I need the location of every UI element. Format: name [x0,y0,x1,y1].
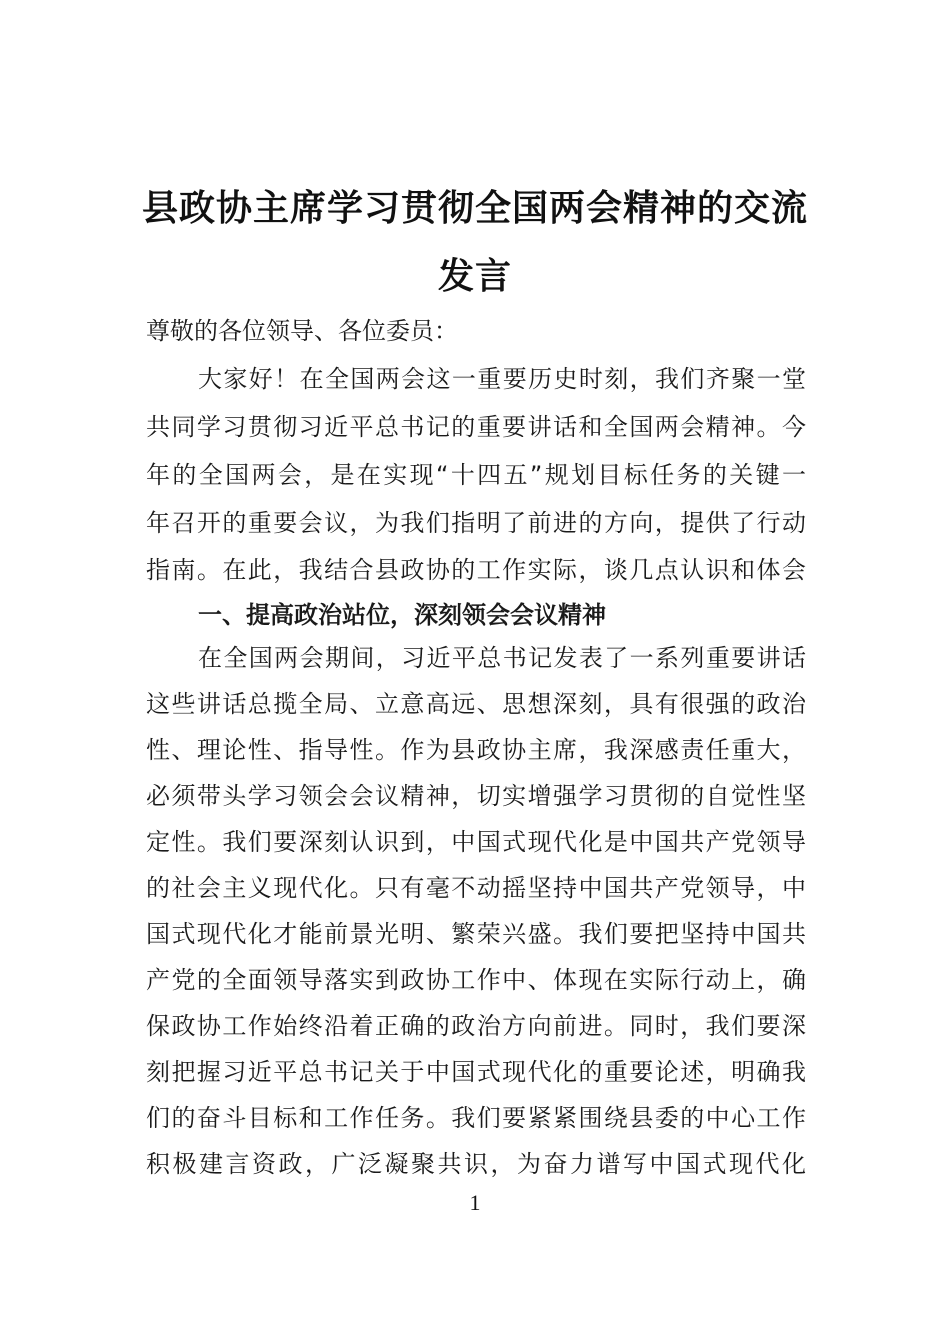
intro-line: 年召开的重要会议，为我们指明了前进的方向，提供了行动 [146,509,806,537]
section-1-line: 定性。我们要深刻认识到，中国式现代化是中国共产党领导 [146,828,806,856]
section-1-line: 保政协工作始终沿着正确的政治方向前进。同时，我们要深 [146,1012,806,1040]
section-1-line: 性、理论性、指导性。作为县政协主席，我深感责任重大， [146,736,806,764]
intro-line: 共同学习贯彻习近平总书记的重要讲话和全国两会精神。今 [146,413,806,441]
intro-line: 年的全国两会，是在实现“十四五”规划目标任务的关键一 [146,461,806,489]
section-1-heading: 一、提高政治站位，深刻领会会议精神 [198,601,606,629]
intro-line: 大家好！在全国两会这一重要历史时刻，我们齐聚一堂 [198,365,806,393]
section-1-line: 的社会主义现代化。只有毫不动摇坚持中国共产党领导，中 [146,874,806,902]
section-1-line: 在全国两会期间，习近平总书记发表了一系列重要讲话 [198,644,806,672]
section-1-line: 这些讲话总揽全局、立意高远、思想深刻，具有很强的政治 [146,690,806,718]
page-number: 1 [469,1190,481,1215]
section-1-line: 国式现代化才能前景光明、繁荣兴盛。我们要把坚持中国共 [146,920,806,948]
section-1-line: 们的奋斗目标和工作任务。我们要紧紧围绕县委的中心工作 [146,1104,806,1132]
document-title-line-1: 县政协主席学习贯彻全国两会精神的交流 [141,187,808,229]
section-1-line: 刻把握习近平总书记关于中国式现代化的重要论述，明确我 [146,1058,806,1086]
intro-line: 指南。在此，我结合县政协的工作实际，谈几点认识和体会 [146,556,806,584]
section-1-line: 积极建言资政，广泛凝聚共识，为奋力谱写中国式现代化 [146,1150,806,1178]
document-title-line-2: 发言 [437,255,512,297]
salutation: 尊敬的各位领导、各位委员： [146,317,458,345]
section-1-line: 必须带头学习领会会议精神，切实增强学习贯彻的自觉性坚 [146,782,806,810]
section-1-line: 产党的全面领导落实到政协工作中、体现在实际行动上，确 [146,966,806,994]
